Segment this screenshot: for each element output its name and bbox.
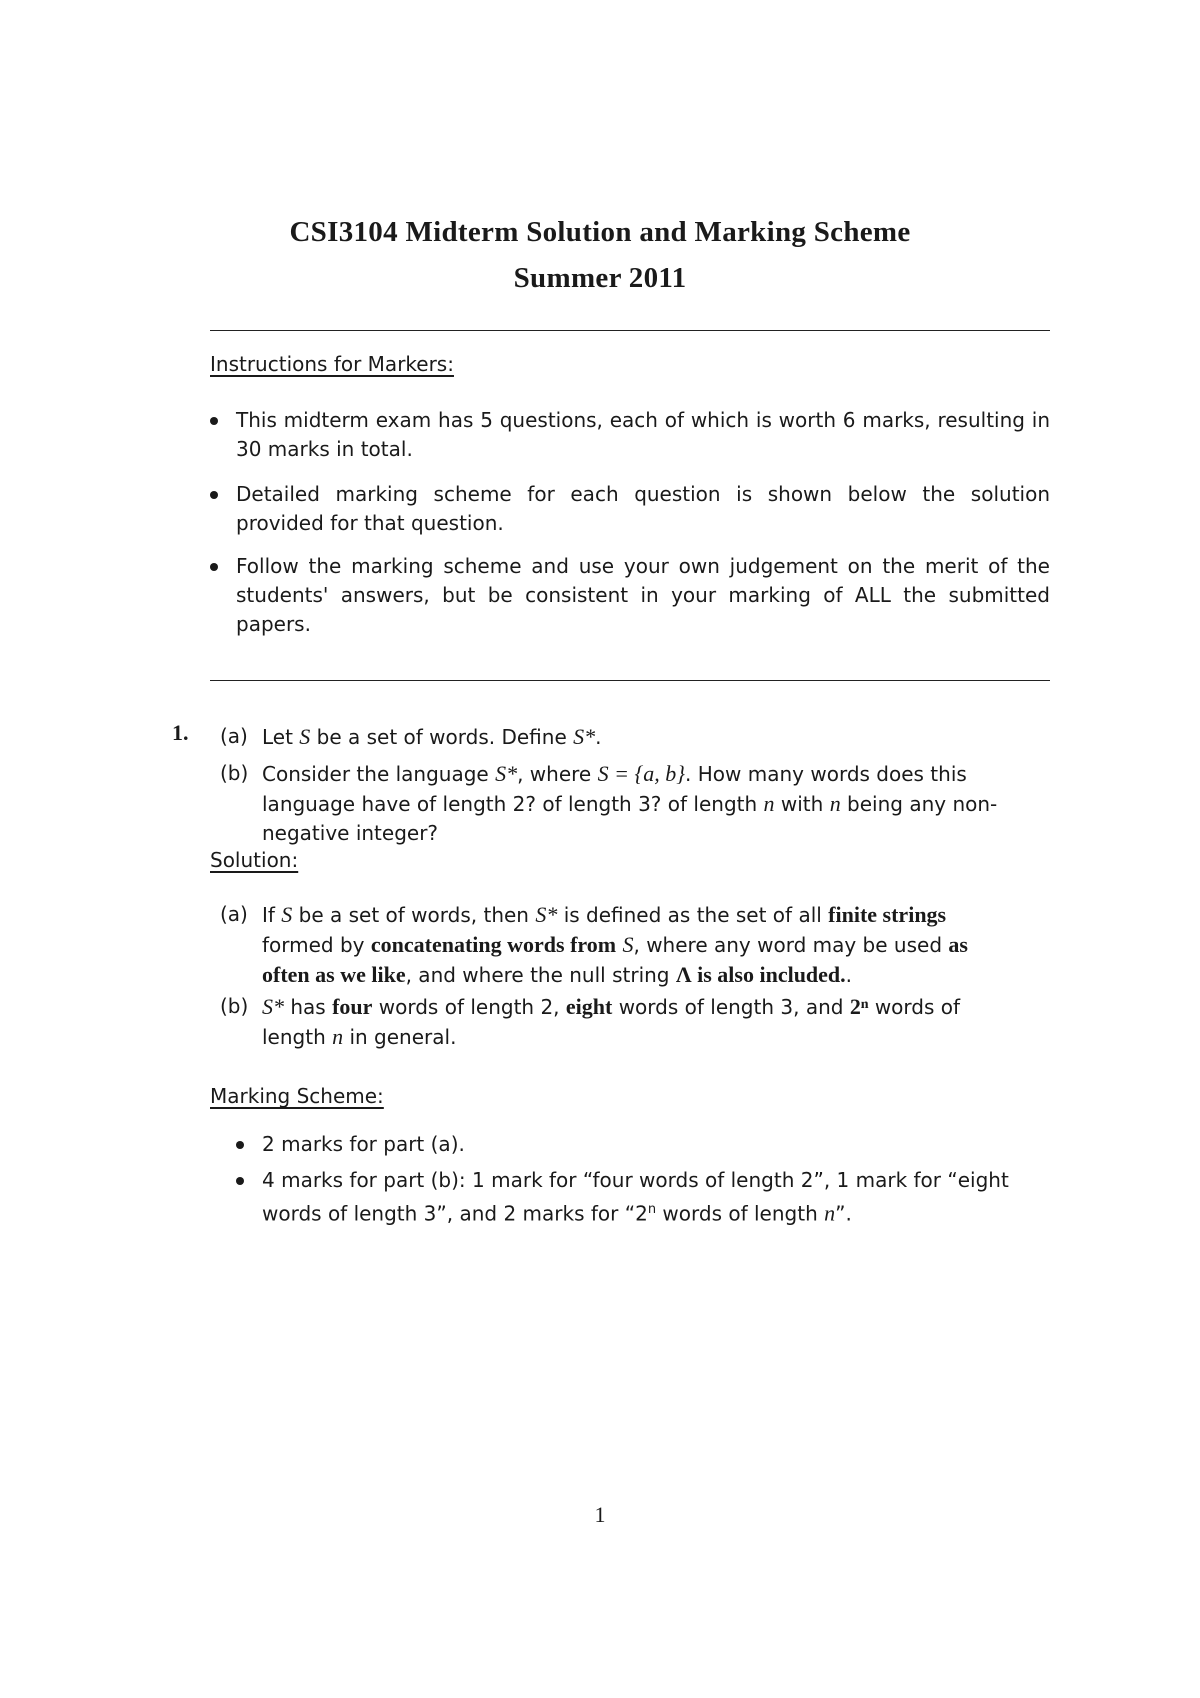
solution-part-b: S* has four words of length 2, eight words of length 3, and 2ⁿ words of length n in general. — [262, 994, 961, 1049]
bullet-icon — [236, 1177, 244, 1185]
question-part-b-label: (b) — [220, 761, 249, 785]
question-part-b: Consider the language S*, where S = {a, b}. How many words does this language have of length 2? of length 3? of length n with n being any non- negative integer? — [262, 761, 998, 845]
instructions-heading: Instructions for Markers: — [210, 352, 454, 376]
bottom-divider — [210, 680, 1050, 681]
solution-part-a: If S be a set of words, then S* is defined as the set of all finite strings formed by concatenating words from S, where any word may be used as often as we like, and where the null string Λ is also included.. — [262, 902, 968, 987]
top-divider — [210, 330, 1050, 331]
bullet-icon — [210, 563, 218, 571]
document-subtitle: Summer 2011 — [513, 262, 687, 294]
question-part-a: Let S be a set of words. Define S*. — [262, 724, 602, 749]
document-page: CSI3104 Midterm Solution and Marking Scheme Summer 2011 Instructions for Markers: This midterm exam has 5 questions, each of which is worth 6 marks, resulting in 30 marks in total. Detailed marking scheme for each question is shown below the solution provided for that question. Follow the marking scheme and use your own judgement on the merit of the students' answers, but be consistent in your marking of ALL the submitted papers. 1. (a) Let S be a set of words. Define S*. (b) Consider the language S*, where S = {a, b}. How many words does this language have of length 2? of length 3? of length n with n being any non- negative integer? Solution: (a) If S be a set of words, then S* is defined as the set of all finite strings formed by concatenating words from S, where any word may be used as often as we like, and where the null string Λ is also included.. (b) S* has four words of length 2, eight words of length 3, and 2ⁿ words of length n in general. Marking Scheme: 2 marks for part (a). 4 marks for part (b): 1 mark for “four words of length 2”, 1 mark for “eight words of length 3”, and 2 marks for “2$^n$ words of length n”. 1 — [0, 0, 1200, 1698]
page-number: 1 — [594, 1502, 606, 1527]
document-title: CSI3104 Midterm Solution and Marking Scheme — [289, 216, 911, 248]
solution-part-a-label: (a) — [220, 902, 248, 926]
question-part-a-label: (a) — [220, 724, 248, 748]
marking-scheme-heading: Marking Scheme: — [210, 1084, 384, 1108]
bullet-icon — [210, 491, 218, 499]
solution-part-b-label: (b) — [220, 994, 249, 1018]
bullet-icon — [210, 417, 218, 425]
question-number: 1. — [172, 720, 189, 745]
bullet-icon — [236, 1141, 244, 1149]
solution-heading: Solution: — [210, 848, 299, 872]
